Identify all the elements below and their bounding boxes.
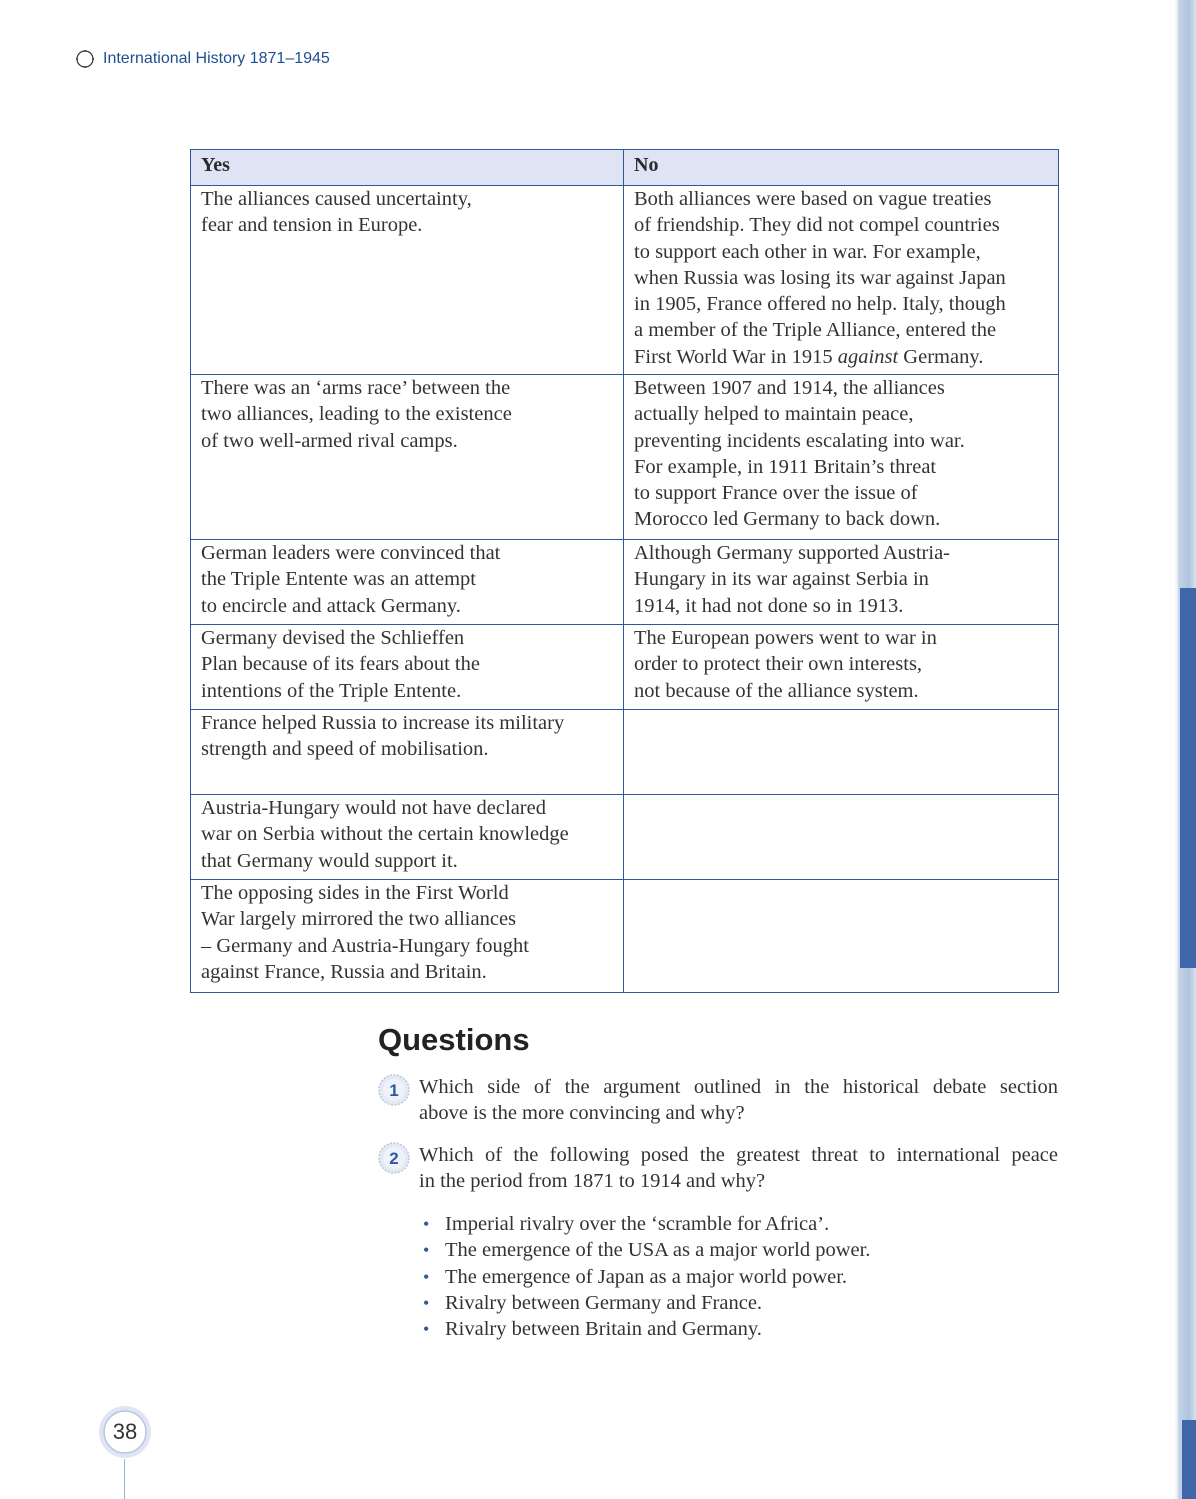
question-line: Which side of the argument outlined in the historical debate section <box>419 1076 1058 1098</box>
table-row <box>191 795 1059 880</box>
cell-line: to support France over the issue of <box>634 482 918 505</box>
table-header-row <box>191 150 1059 186</box>
cell-line: order to protect their own interests, <box>634 653 923 676</box>
cell-line: Austria-Hungary would not have declared <box>201 797 546 819</box>
cell-line: war on Serbia without the certain knowledge <box>201 823 569 846</box>
bullet-icon: • <box>423 1240 430 1261</box>
table-cell-yes <box>191 375 624 540</box>
cell-line: France helped Russia to increase its military <box>201 712 565 734</box>
cell-line: Both alliances were based on vague treaties <box>634 188 992 210</box>
column-header-no: No <box>624 150 1059 186</box>
cell-line: in 1905, France offered no help. Italy, though <box>634 293 1006 316</box>
cell-text: Germany. <box>898 345 984 368</box>
cell-line: Plan because of its fears about the <box>201 653 480 676</box>
table-body <box>191 186 1059 993</box>
table-cell-no <box>624 710 1059 795</box>
page-number: 38 <box>112 1419 138 1444</box>
cell-line <box>634 344 1048 370</box>
table-cell-yes <box>191 540 624 625</box>
cell-line: Germany devised the Schlieffen <box>201 627 465 649</box>
bullet-item <box>420 1211 870 1237</box>
cell-line: preventing incidents escalating into war. <box>634 429 965 452</box>
cell-line: Between 1907 and 1914, the alliances <box>634 377 945 399</box>
cell-line: The alliances caused uncertainty, <box>201 188 472 210</box>
bullet-item <box>420 1290 870 1316</box>
table-row <box>191 625 1059 710</box>
cell-line: German leaders were convinced that <box>201 542 501 564</box>
cell-line: that Germany would support it. <box>201 849 458 872</box>
table-cell-no <box>624 375 1059 540</box>
table-cell-yes <box>191 710 624 795</box>
table-cell-yes <box>191 186 624 375</box>
cell-emphasis: against <box>837 345 899 368</box>
cell-text: First World War in 1915 <box>634 345 838 368</box>
cell-line: of friendship. They did not compel countries <box>634 214 1000 237</box>
question-number-badge <box>378 1074 410 1106</box>
cell-line: 1914, it had not done so in 1913. <box>634 594 904 617</box>
table-cell-yes <box>191 625 624 710</box>
cell-line: strength and speed of mobilisation. <box>201 738 489 761</box>
question-number-badge <box>378 1142 410 1174</box>
cell-line: – Germany and Austria-Hungary fought <box>201 934 529 957</box>
table-cell-no <box>624 880 1059 993</box>
table-row <box>191 880 1059 993</box>
table-cell-yes <box>191 880 624 993</box>
table-cell-no <box>624 540 1059 625</box>
running-header <box>75 49 330 69</box>
table-cell-no <box>624 795 1059 880</box>
bullet-list <box>420 1211 870 1342</box>
cell-line: Although Germany supported Austria- <box>634 542 950 564</box>
table-row <box>191 375 1059 540</box>
bullet-icon: • <box>423 1266 430 1287</box>
cell-line: Hungary in its war against Serbia in <box>634 568 929 591</box>
bullet-item <box>420 1237 870 1263</box>
question-line: above is the more convincing and why? <box>419 1102 745 1125</box>
question-line: Which of the following posed the greatest threat to international peace <box>419 1144 1058 1166</box>
cell-line: not because of the alliance system. <box>634 679 919 702</box>
bullet-icon: • <box>423 1292 430 1313</box>
bullet-icon: • <box>423 1319 430 1340</box>
table-row <box>191 540 1059 625</box>
cell-line: fear and tension in Europe. <box>201 214 423 237</box>
cell-line: two alliances, leading to the existence <box>201 403 512 426</box>
column-header-yes: Yes <box>191 150 624 186</box>
bullet-text: Rivalry between Germany and France. <box>445 1291 763 1314</box>
question-number: 2 <box>389 1149 399 1168</box>
header-title: International History 1871–1945 <box>103 50 330 67</box>
cell-line: the Triple Entente was an attempt <box>201 568 476 591</box>
bullet-text: Imperial rivalry over the ‘scramble for Africa’. <box>445 1213 830 1235</box>
bullet-text: Rivalry between Britain and Germany. <box>445 1318 762 1341</box>
table-row <box>191 710 1059 795</box>
debate-table <box>190 149 1059 993</box>
cell-line: intentions of the Triple Entente. <box>201 679 462 702</box>
cell-line: War largely mirrored the two alliances <box>201 908 517 931</box>
table-cell-no <box>624 625 1059 710</box>
question-1 <box>378 1074 1058 1127</box>
decorative-edge-band-bottom <box>1182 1420 1196 1499</box>
bullet-text: The emergence of the USA as a major world power. <box>445 1239 871 1262</box>
cell-line: For example, in 1911 Britain’s threat <box>634 455 937 478</box>
bullet-item <box>420 1316 870 1342</box>
question-text <box>419 1074 1058 1127</box>
decorative-edge-band <box>1180 588 1196 968</box>
bullet-icon: • <box>423 1214 430 1234</box>
questions-heading: Questions <box>378 1022 530 1057</box>
cell-line: of two well-armed rival camps. <box>201 429 458 452</box>
table-cell-yes <box>191 795 624 880</box>
page-number-line <box>124 1459 125 1499</box>
question-number: 1 <box>389 1081 399 1100</box>
cell-line: Morocco led Germany to back down. <box>634 508 941 531</box>
cell-line: against France, Russia and Britain. <box>201 960 487 983</box>
cell-line: to support each other in war. For example, <box>634 240 981 263</box>
question-2 <box>378 1142 1058 1195</box>
cell-line: There was an ‘arms race’ between the <box>201 377 511 399</box>
cell-line: The European powers went to war in <box>634 627 937 649</box>
cell-line: to encircle and attack Germany. <box>201 594 461 617</box>
page-number-badge <box>98 1405 152 1459</box>
table-cell-no <box>624 186 1059 375</box>
question-text <box>419 1142 1058 1195</box>
cell-line: The opposing sides in the First World <box>201 882 509 904</box>
cell-line: a member of the Triple Alliance, entered the <box>634 319 997 342</box>
bullet-text: The emergence of Japan as a major world power. <box>445 1265 848 1288</box>
question-line: in the period from 1871 to 1914 and why? <box>419 1170 766 1193</box>
cell-line: actually helped to maintain peace, <box>634 403 914 426</box>
circle-outline-icon <box>75 49 95 69</box>
cell-line: when Russia was losing its war against Japan <box>634 266 1006 289</box>
table-row <box>191 186 1059 375</box>
bullet-item <box>420 1264 870 1290</box>
